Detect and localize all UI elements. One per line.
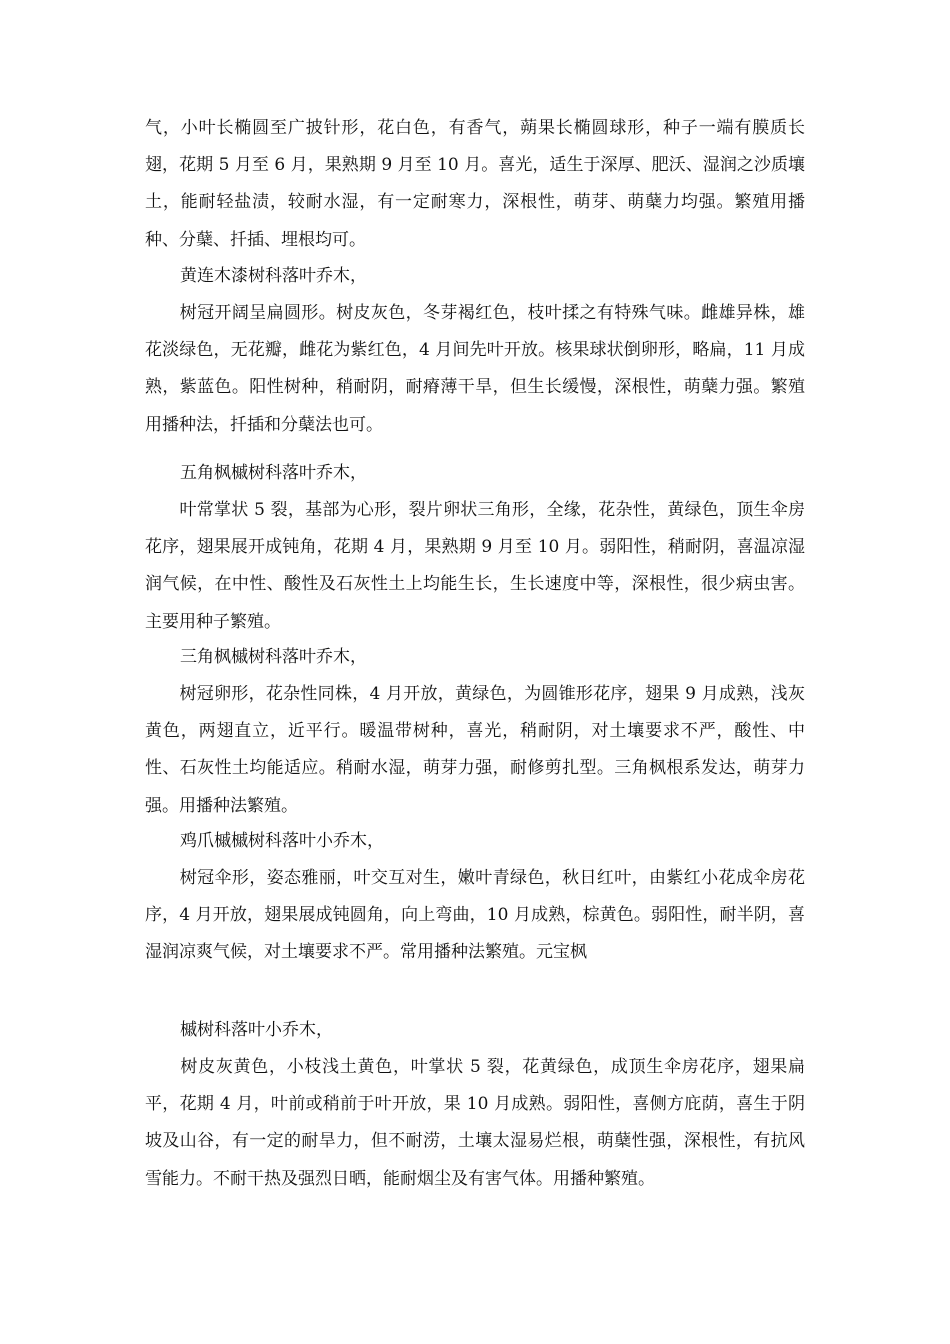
paragraph-2: 树冠开阔呈扁圆形。树皮灰色，冬芽褐红色，枝叶揉之有特殊气味。雌雄异株，雄花淡绿色，无花瓣，雌花为紫红色，4 月间先叶开放。核果球状倒卵形，略扁，11 月成熟，紫蓝色。阳性树种，稍耐阴，耐瘠薄干旱，但生长缓慢，深根性，萌蘖力强。繁殖用播种法，扦插和分蘖法也可。	[145, 303, 805, 435]
paragraph-4: 树冠卵形，花杂性同株，4 月开放，黄绿色，为圆锥形花序，翅果 9 月成熟，浅灰黄色，两翅直立，近平行。暖温带树种，喜光，稍耐阴，对土壤要求不严，酸性、中性、石灰性土均能适应。稍耐水湿，萌芽力强，耐修剪扎型。三角枫根系发达，萌芽力强。用播种法繁殖。	[145, 684, 805, 816]
heading-huanglianmu: 黄连木漆树科落叶乔木，	[180, 266, 367, 286]
heading-wujiaofeng: 五角枫槭树科落叶乔木，	[180, 463, 367, 483]
paragraph-3: 叶常掌状 5 裂，基部为心形，裂片卵状三角形，全缘，花杂性，黄绿色，顶生伞房花序，翅果展开成钝角，花期 4 月，果熟期 9 月至 10 月。弱阳性，稍耐阴，喜温凉湿润气候，在中性、酸性及石灰性土上均能生长，生长速度中等，深根性，很少病虫害。主要用种子繁殖。	[145, 500, 805, 632]
heading-jizhuaqi: 鸡爪槭槭树科落叶小乔木，	[180, 831, 384, 851]
paragraph-1: 气，小叶长椭圆至广披针形，花白色，有香气，蒴果长椭圆球形，种子一端有膜质长翅，花期 5 月至 6 月，果熟期 9 月至 10 月。喜光，适生于深厚、肥沃、湿润之沙质壤土，能耐轻盐渍，较耐水湿，有一定耐寒力，深根性，萌芽、萌蘖力均强。繁殖用播种、分蘖、扦插、埋根均可。	[145, 118, 805, 250]
heading-qishuke: 槭树科落叶小乔木，	[180, 1020, 333, 1040]
paragraph-5: 树冠伞形，姿态雅丽，叶交互对生，嫩叶青绿色，秋日红叶，由紫红小花成伞房花序，4 月开放，翅果展成钝圆角，向上弯曲，10 月成熟，棕黄色。弱阳性，耐半阴，喜湿润凉爽气候，对土壤要求不严。常用播种法繁殖。元宝枫	[145, 868, 805, 963]
heading-sanjiaofeng: 三角枫槭树科落叶乔木，	[180, 647, 367, 667]
paragraph-6: 树皮灰黄色，小枝浅土黄色，叶掌状 5 裂，花黄绿色，成顶生伞房花序，翅果扁平，花期 4 月，叶前或稍前于叶开放，果 10 月成熟。弱阳性，喜侧方庇荫，喜生于阴坡及山谷，有一定的耐旱力，但不耐涝，土壤太湿易烂根，萌蘖性强，深根性，有抗风雪能力。不耐干热及强烈日晒，能耐烟尘及有害气体。用播种繁殖。	[145, 1057, 805, 1189]
